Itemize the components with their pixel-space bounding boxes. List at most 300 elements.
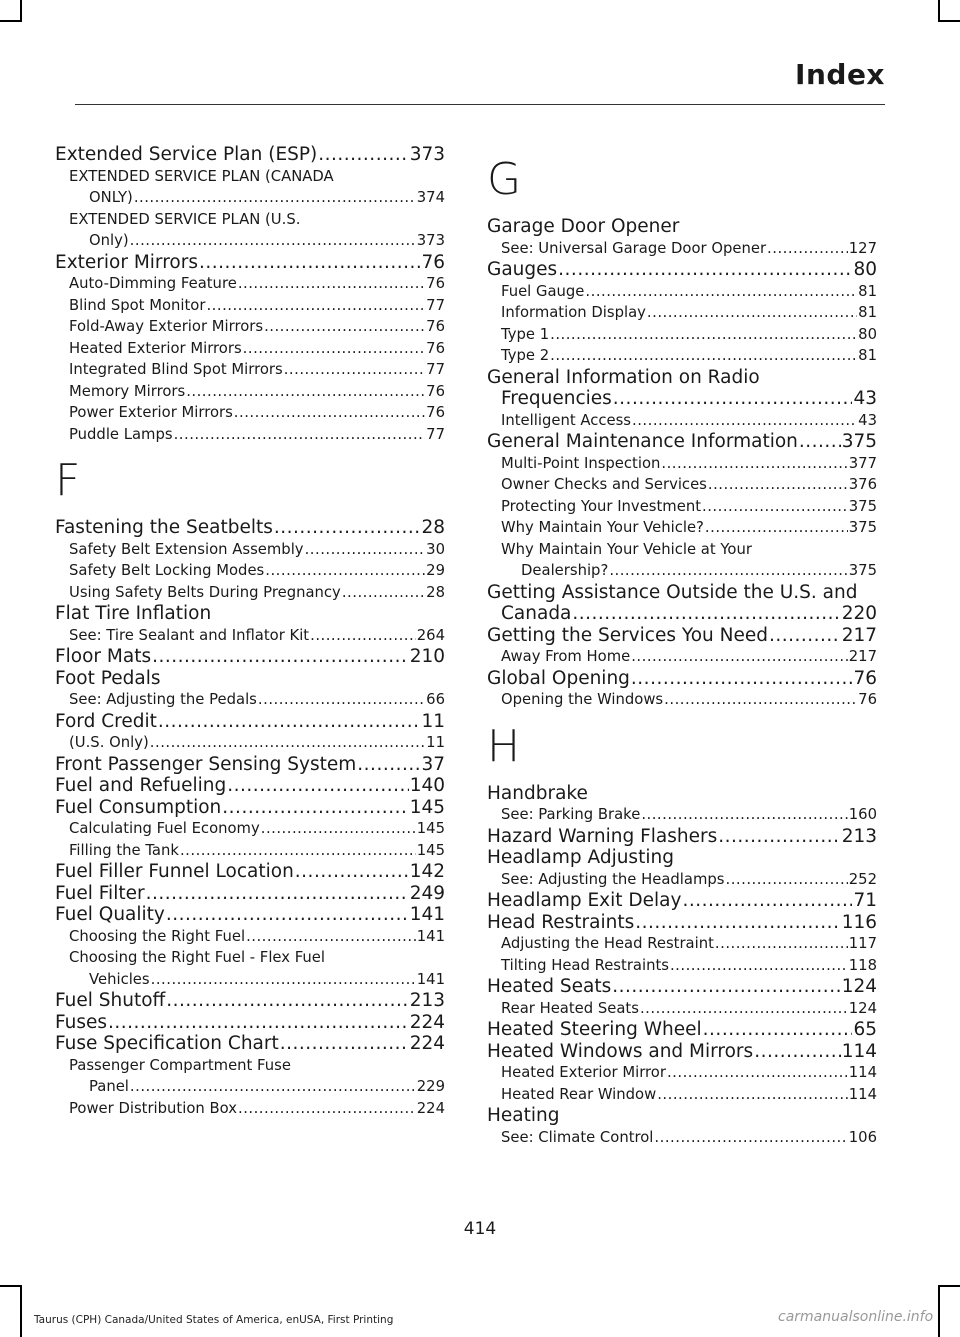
entry-text: Owner Checks and Services [501,476,707,493]
entry-text: Type 1 [501,325,550,343]
entry-text: Safety Belt Locking Modes [69,562,265,579]
page-ref: 76 [426,382,445,400]
page-ref: 81 [858,347,877,364]
index-heading[interactable] [487,625,877,647]
index-subentry[interactable] [487,302,877,324]
entry-text: Safety Belt Extension Assembly [69,540,304,558]
index-subentry[interactable] [487,1084,877,1106]
dot-leader [767,238,848,260]
index-heading[interactable] [55,990,445,1012]
entry-text: Frequencies [501,388,612,409]
page-ref: 145 [409,796,445,818]
dot-leader [654,1127,847,1149]
page-ref: 375 [841,431,877,452]
page-ref: 376 [848,476,877,493]
page-ref: 116 [841,911,877,933]
page-ref: 80 [853,259,877,280]
page-ref: 43 [853,388,877,409]
page-ref: 141 [416,970,445,988]
entry-text-line2 [487,603,877,625]
dot-leader [158,711,421,733]
dot-leader [274,517,421,539]
index-subentry[interactable] [487,496,877,518]
page-ref: 142 [409,861,445,882]
page-ref: 377 [848,454,877,472]
index-subentry[interactable] [55,689,445,711]
page-ref: 213 [841,825,877,847]
page-ref: 76 [426,275,445,292]
index-subentry[interactable] [55,1055,445,1098]
entry-text: Protecting Your Investment [501,497,702,515]
dot-leader [265,560,425,582]
index-heading[interactable] [55,861,445,883]
page-ref: 224 [409,1011,445,1033]
dot-leader [632,410,857,432]
page-ref: 76 [858,691,877,708]
page-ref: 220 [841,603,877,624]
dot-leader [295,861,409,883]
entry-text: Heated Steering Wheel [487,1019,702,1040]
index-subentry[interactable] [487,324,877,346]
dot-leader [572,603,840,625]
page-ref: 77 [426,361,445,378]
index-heading[interactable] [55,144,445,166]
dot-leader [703,1019,853,1041]
index-column-left [55,144,445,1119]
index-subentry[interactable] [55,560,445,582]
index-heading[interactable] [55,517,445,539]
index-subentry[interactable] [55,582,445,604]
entry-text: Fold-Away Exterior Mirrors [69,318,264,335]
dot-leader [550,345,857,367]
dot-leader [640,998,848,1020]
entry-text-line2 [69,187,445,209]
page-ref: 160 [848,806,877,823]
index-subentry[interactable] [487,1062,877,1084]
entry-text: See: Adjusting the Headlamps [501,870,725,888]
dot-leader [682,890,852,912]
index-heading[interactable] [487,582,877,625]
index-heading[interactable]: Handbrake [487,782,588,804]
crop-mark-bottom-right-h [938,1285,960,1287]
index-heading[interactable]: Foot Pedals [55,667,161,689]
dot-leader [238,273,425,295]
page-ref: 11 [421,710,445,732]
page-ref: 140 [409,775,445,796]
index-heading[interactable] [55,904,445,926]
index-subentry[interactable] [55,166,445,209]
entry-text: Hazard Warning Flashers [487,825,718,847]
page-ref: 217 [848,648,877,665]
index-subentry[interactable] [55,316,445,338]
index-heading[interactable] [487,826,877,848]
dot-leader [180,840,416,862]
page-ref: 145 [416,841,445,859]
index-subentry[interactable] [487,955,877,977]
dot-leader [631,646,848,668]
index-subentry[interactable] [55,840,445,862]
index-heading[interactable]: Flat Tire Inflation [55,603,212,624]
entry-text: Tilting Head Restraints [501,956,669,974]
index-heading[interactable] [55,646,445,668]
page-ref: 141 [409,904,445,925]
index-subentry[interactable] [55,424,445,446]
page-ref: 210 [409,646,445,667]
entry-text: Global Opening [487,667,630,689]
index-heading[interactable]: Heating [487,1105,560,1126]
page-ref: 373 [416,232,445,249]
entry-text: Exterior Mirrors [55,251,198,273]
entry-text: Calculating Fuel Economy [69,820,260,837]
index-heading[interactable] [487,431,877,453]
index-subentry[interactable] [55,209,445,252]
dot-leader [705,517,848,539]
entry-text: Fuel and Refueling [55,775,227,796]
entry-text: Fuel Quality [55,904,165,925]
dot-leader [186,381,425,403]
index-subentry[interactable] [55,338,445,360]
dot-leader [151,969,416,991]
page-ref: 114 [841,1040,877,1062]
entry-text-line1: EXTENDED SERVICE PLAN (U.S. [69,210,301,228]
entry-text: Fastening the Seatbelts [55,517,273,538]
crop-mark-top-left-v [20,0,22,22]
entry-text-line2 [501,560,877,582]
entry-text: Vehicles [89,970,150,988]
entry-text: Floor Mats [55,646,152,667]
index-heading[interactable] [55,775,445,797]
entry-text: See: Adjusting the Pedals [69,691,257,708]
crop-mark-bottom-left-v [20,1285,22,1337]
index-heading[interactable] [487,912,877,934]
entry-text: Power Distribution Box [69,1099,237,1117]
page-ref: 124 [848,999,877,1017]
entry-text: See: Tire Sealant and Inflator Kit [69,626,310,644]
entry-text: See: Universal Garage Door Opener [501,239,767,257]
page-ref: 28 [426,583,445,601]
dot-leader [661,453,847,475]
dot-leader [657,1084,848,1106]
page-ref: 375 [848,562,877,579]
index-heading[interactable]: Garage Door Opener [487,216,680,237]
entry-text: Away From Home [501,648,631,665]
crop-mark-top-left-h [0,20,22,22]
page-ref: 224 [416,1099,445,1117]
section-letter: H [487,720,521,772]
page-ref: 76 [426,404,445,421]
page-ref: 264 [416,626,445,644]
entry-text: Type 2 [501,347,550,364]
dot-leader [667,1062,848,1084]
entry-text: Rear Heated Seats [501,999,639,1017]
entry-text: See: Parking Brake [501,806,641,823]
entry-text: Heated Exterior Mirrors [69,339,242,357]
dot-leader [702,496,848,518]
entry-text: Blind Spot Monitor [69,296,206,314]
entry-text: Fuel Filter [55,882,145,904]
index-heading[interactable] [487,1041,877,1063]
index-heading[interactable] [55,252,445,274]
crop-mark-top-right-v [938,0,940,22]
page-ref: 81 [858,282,877,300]
index-heading[interactable] [487,668,877,690]
dot-leader [305,539,426,561]
page-ref: 374 [416,189,445,206]
entry-text: Head Restraints [487,911,635,933]
page-ref: 71 [853,890,877,911]
entry-text: Extended Service Plan (ESP) [55,144,318,165]
section-letter: G [487,154,522,205]
page-ref: 114 [848,1064,877,1081]
dot-leader [647,302,857,324]
dot-leader [146,883,409,905]
footer-text: Taurus (CPH) Canada/United States of America, enUSA, First Printing [34,1314,394,1326]
page-ref: 76 [853,667,877,689]
page-ref: 77 [426,425,445,443]
page-number: 414 [463,1219,497,1239]
index-subentry[interactable] [487,517,877,539]
index-subentry[interactable] [487,453,877,475]
dot-leader [708,474,848,496]
page-ref: 66 [426,691,445,708]
dot-leader [310,625,416,647]
entry-text: Information Display [501,304,646,321]
entry-text: Fuel Gauge [501,282,585,300]
index-subentry[interactable] [55,926,445,948]
entry-text: Panel [89,1078,129,1095]
dot-leader [769,625,841,647]
entry-text: Front Passenger Sensing System [55,753,357,775]
dot-leader [613,388,853,410]
dot-leader [799,431,841,453]
index-subentry[interactable] [487,804,877,826]
entry-text-line1: General Information on Radio [487,366,760,388]
entry-text: Integrated Blind Spot Mirrors [69,361,283,378]
dot-leader [243,338,426,360]
dot-leader [635,912,840,934]
entry-text: Fuel Filler Funnel Location [55,861,294,882]
entry-text: Heated Seats [487,976,612,997]
entry-text-line1: Choosing the Right Fuel - Flex Fuel [69,949,326,966]
page-ref: 249 [409,882,445,904]
entry-text-line2 [69,969,445,991]
index-heading[interactable] [487,890,877,912]
page-ref: 30 [426,540,445,558]
index-subentry[interactable] [487,281,877,303]
entry-text-line1: Why Maintain Your Vehicle at Your [501,540,752,558]
page-ref: 80 [858,325,877,343]
index-heading[interactable] [55,1033,445,1055]
dot-leader [227,775,408,797]
dot-leader [258,689,425,711]
entry-text: Fuel Shutoff [55,990,166,1011]
dot-leader [108,1012,409,1034]
page-ref: 217 [841,624,877,646]
index-subentry[interactable] [487,689,877,711]
page-ref: 375 [848,497,877,515]
entry-text: Heated Exterior Mirror [501,1064,666,1081]
dot-leader [550,324,857,346]
page-ref: 229 [416,1078,445,1095]
entry-text: Auto-Dimming Feature [69,275,237,292]
page-ref: 145 [416,820,445,837]
entry-text-line1: Passenger Compartment Fuse [69,1056,291,1074]
dot-leader [664,689,857,711]
index-column-right [487,144,877,1148]
entry-text: ONLY) [89,189,133,206]
entry-text: Dealership? [521,562,609,579]
dot-leader [609,560,847,582]
index-subentry[interactable] [487,933,877,955]
page-ref: 29 [426,562,445,579]
dot-leader [264,316,425,338]
entry-text: See: Climate Control [501,1128,654,1146]
index-heading[interactable] [55,754,445,776]
page-ref: 76 [426,339,445,357]
index-heading[interactable] [55,797,445,819]
entry-text: Using Safety Belts During Pregnancy [69,583,341,601]
entry-text: Choosing the Right Fuel [69,927,246,945]
entry-text: Ford Credit [55,710,157,732]
entry-text: Why Maintain Your Vehicle? [501,519,704,536]
dot-leader [631,668,853,690]
index-subentry[interactable] [55,625,445,647]
dot-leader [150,732,425,754]
dot-leader [166,904,409,926]
page-ref: 11 [426,734,445,751]
index-heading[interactable] [55,1012,445,1034]
index-subentry[interactable] [55,539,445,561]
dot-leader [174,424,426,446]
page-ref: 65 [853,1019,877,1040]
page-title: Index [795,58,885,91]
index-heading[interactable] [55,711,445,733]
entry-text: (U.S. Only) [69,734,149,751]
dot-leader [222,797,408,819]
entry-text: Multi-Point Inspection [501,454,661,472]
entry-text: Only) [89,232,129,249]
page-ref: 252 [848,870,877,888]
index-subentry[interactable] [487,1127,877,1149]
index-heading[interactable] [487,367,877,410]
entry-text: Power Exterior Mirrors [69,404,233,421]
dot-leader [342,582,425,604]
index-subentry[interactable] [55,947,445,990]
index-subentry[interactable] [55,818,445,840]
page-ref: 77 [426,296,445,314]
entry-text-line2 [69,1076,445,1098]
dot-leader [206,295,425,317]
page-ref: 106 [848,1128,877,1146]
page-ref: 117 [848,935,877,952]
entry-text: Adjusting the Head Restraint [501,935,714,952]
entry-text: Gauges [487,259,558,280]
dot-leader [238,1098,416,1120]
dot-leader [199,252,420,274]
dot-leader [246,926,416,948]
dot-leader [726,869,848,891]
index-subentry[interactable] [487,539,877,582]
index-heading[interactable] [487,1019,877,1041]
title-divider [75,104,885,105]
dot-leader [558,259,852,281]
entry-text: Fuel Consumption [55,796,222,818]
entry-text-line1: Getting Assistance Outside the U.S. and [487,581,858,603]
index-subentry[interactable] [55,359,445,381]
entry-text: Heated Windows and Mirrors [487,1040,754,1062]
index-subentry[interactable] [487,869,877,891]
dot-leader [130,230,416,252]
index-subentry[interactable] [487,998,877,1020]
index-heading[interactable] [487,976,877,998]
dot-leader [234,402,425,424]
page-ref: 124 [841,976,877,997]
dot-leader [284,359,425,381]
index-subentry[interactable] [55,402,445,424]
page-ref: 81 [858,304,877,321]
page-ref: 118 [848,956,877,974]
page-ref: 141 [416,927,445,945]
dot-leader [152,646,409,668]
entry-text: Fuse Specification Chart [55,1033,279,1054]
index-heading[interactable] [55,883,445,905]
entry-text: Headlamp Exit Delay [487,890,682,911]
index-subentry[interactable] [487,345,877,367]
dot-leader [754,1041,841,1063]
page-ref: 76 [426,318,445,335]
index-subentry[interactable] [55,273,445,295]
page-ref: 127 [848,239,877,257]
dot-leader [318,144,408,166]
page-ref: 37 [421,753,445,775]
dot-leader [718,826,840,848]
dot-leader [134,187,416,209]
entry-text-line2 [69,230,445,252]
dot-leader [130,1076,416,1098]
page-ref: 76 [421,251,445,273]
page-ref: 43 [858,411,877,429]
entry-text: Puddle Lamps [69,425,173,443]
index-subentry[interactable] [55,295,445,317]
watermark: carmanualsonline.info [778,1309,934,1325]
index-heading[interactable]: Headlamp Adjusting [487,847,674,868]
dot-leader [166,990,408,1012]
entry-text: Heated Rear Window [501,1085,657,1103]
entry-text-line1: EXTENDED SERVICE PLAN (CANADA [69,167,334,185]
entry-text: Canada [501,603,572,624]
dot-leader [612,976,840,998]
index-subentry[interactable] [487,646,877,668]
section-letter: F [55,455,81,506]
page-ref: 373 [409,144,445,165]
index-heading[interactable] [487,259,877,281]
index-subentry[interactable] [55,1098,445,1120]
index-subentry[interactable] [55,381,445,403]
index-subentry[interactable] [487,474,877,496]
dot-leader [670,955,848,977]
index-subentry[interactable] [487,410,877,432]
page-ref: 213 [409,990,445,1011]
entry-text-line2 [487,388,877,410]
crop-mark-bottom-left-h [0,1285,22,1287]
index-subentry[interactable] [55,732,445,754]
page-ref: 28 [421,517,445,538]
dot-leader [261,818,416,840]
entry-text: Filling the Tank [69,841,179,859]
entry-text: Fuses [55,1011,108,1033]
dot-leader [585,281,857,303]
index-subentry[interactable] [487,238,877,260]
